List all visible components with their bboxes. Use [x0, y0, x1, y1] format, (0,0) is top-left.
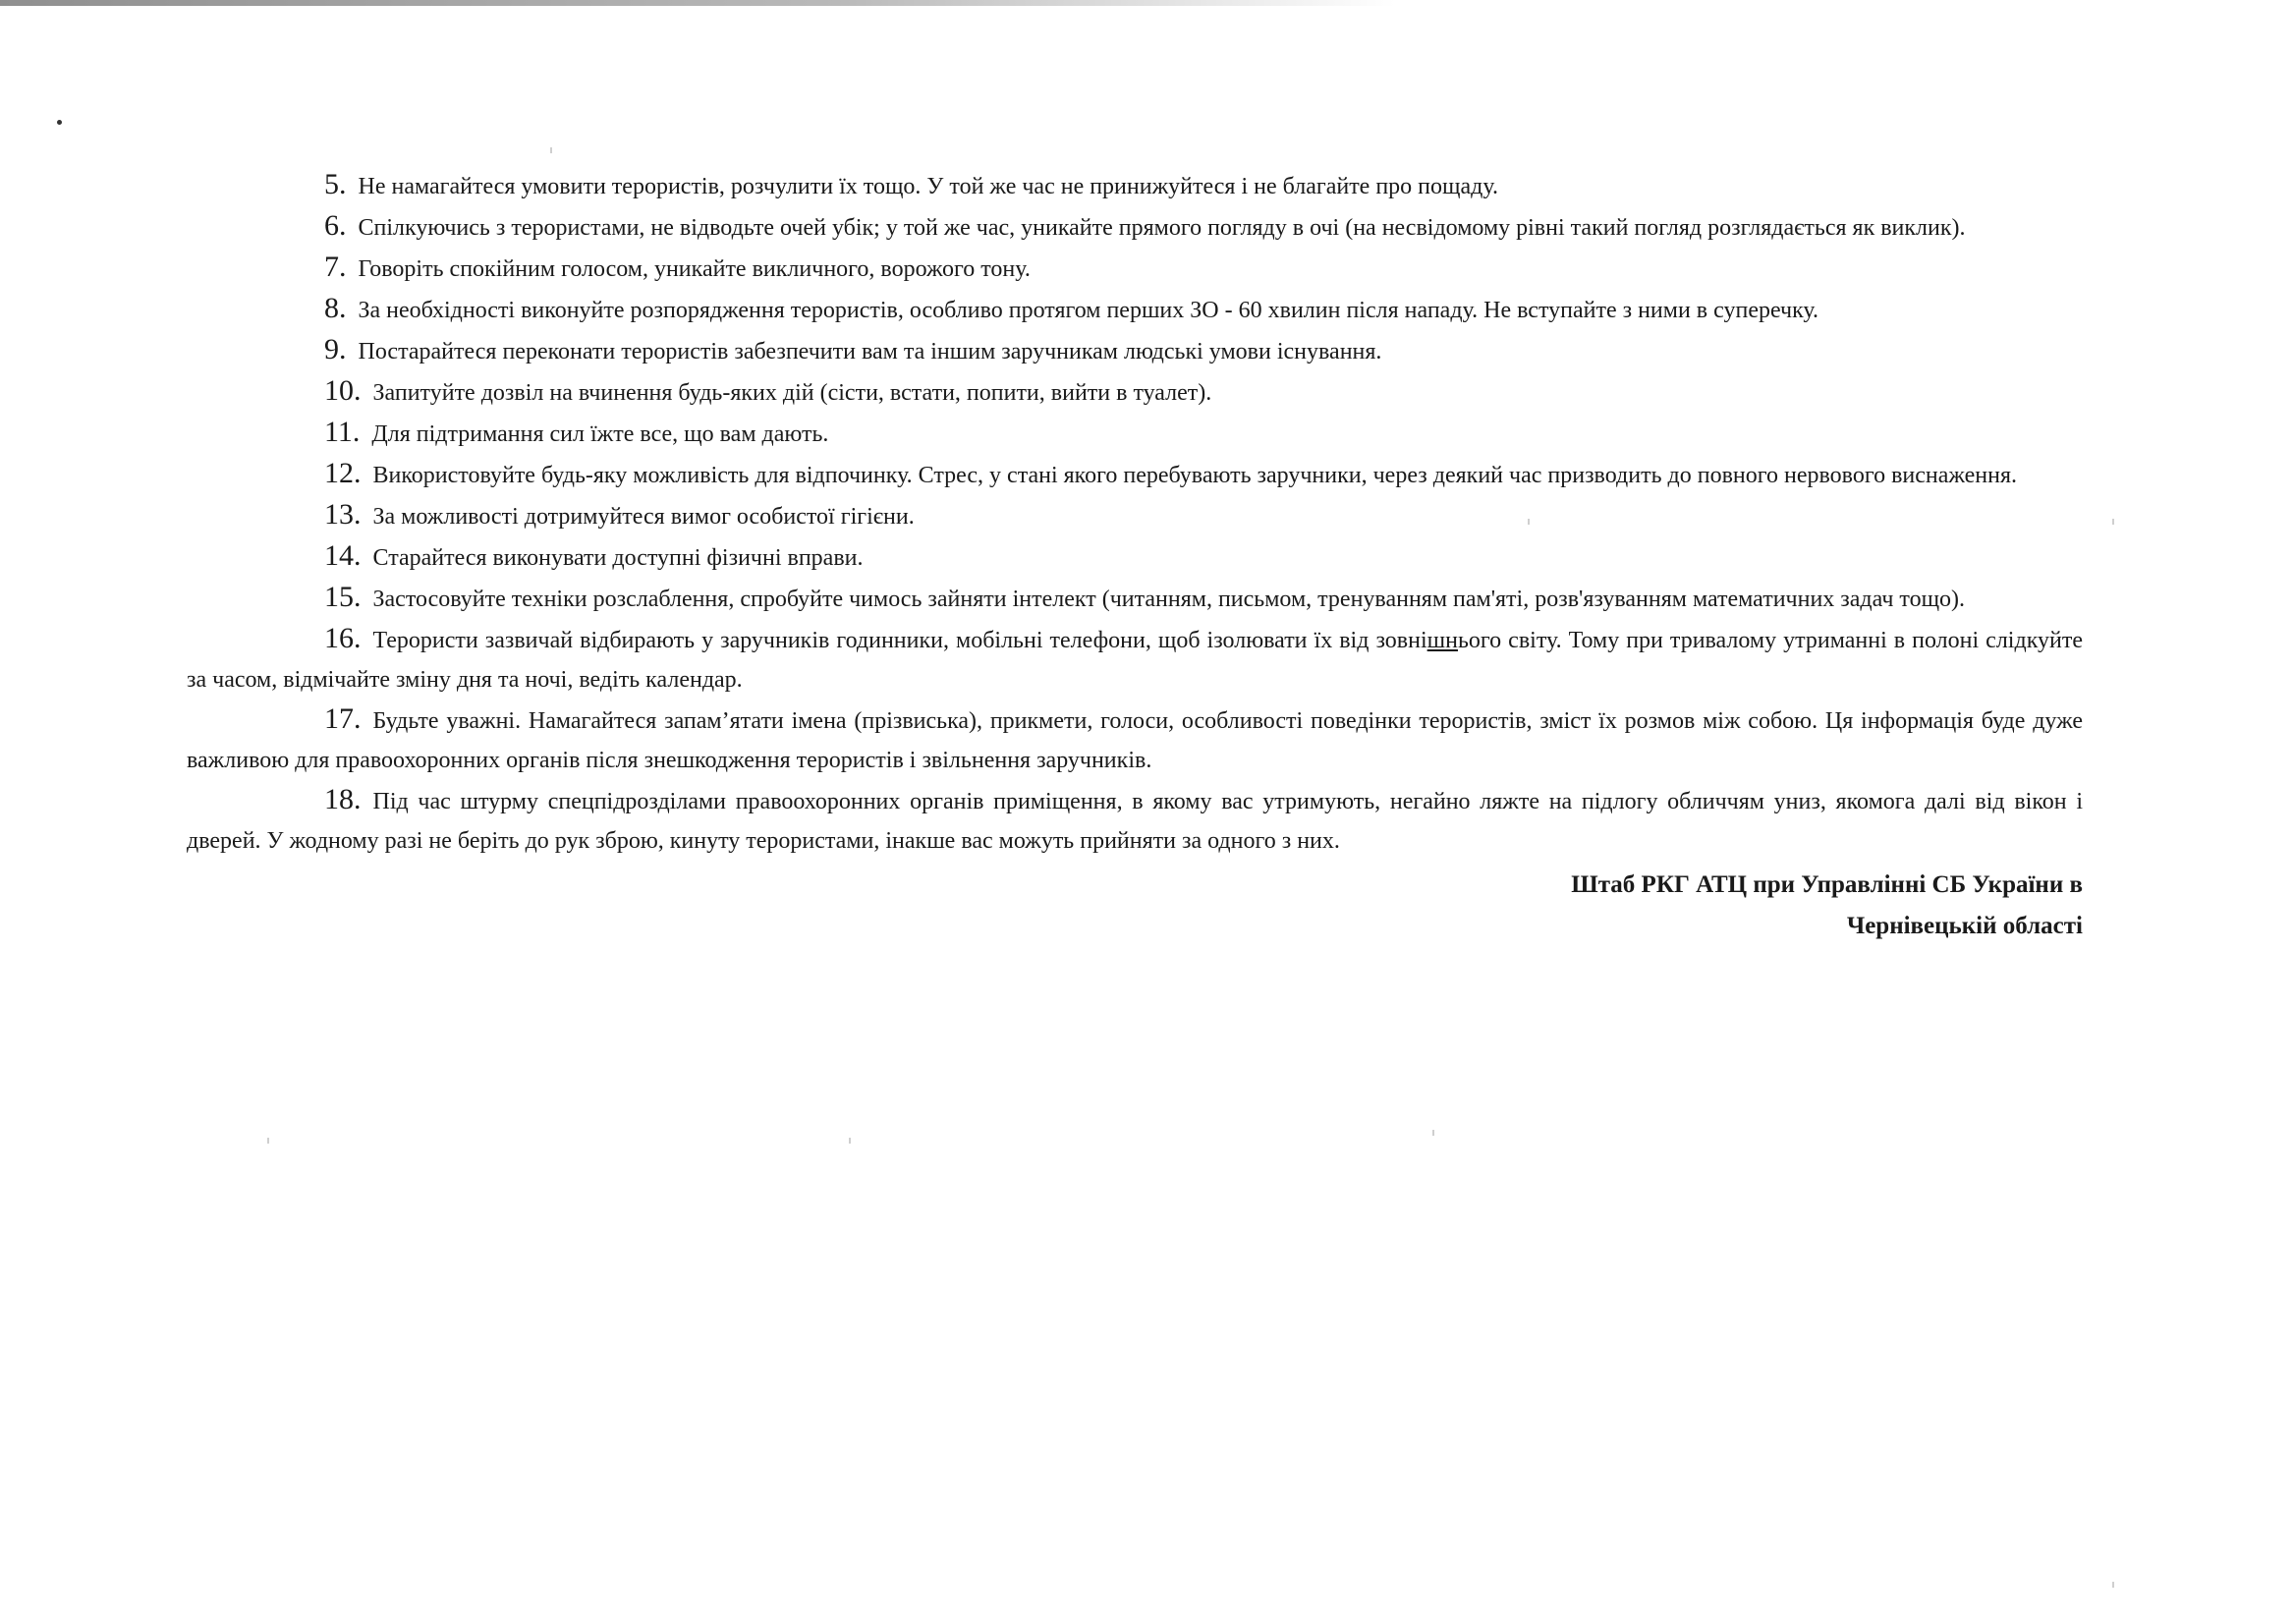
scan-speck [550, 147, 552, 153]
list-item [187, 248, 2083, 289]
item-text: Не намагайтеся умовити терористів, розчулити їх тощо. У той же час не принижуйтеся і не благайте про пощаду. [358, 174, 1498, 199]
item-number: 13. [324, 498, 362, 531]
item-text: Під час штурму спецпідрозділами правоохоронних органів приміщення, в якому вас утримують, негайно ляжте на підлогу обличчям униз, якомога далі від вікон і дверей. У жодному разі не беріть до рук зброю, кинуту терористами, інакше вас можуть прийняти за одного з них. [187, 789, 2083, 854]
list-item [187, 289, 2083, 330]
item-text: Говоріть спокійним голосом, уникайте викличного, ворожого тону. [358, 256, 1031, 282]
item-number: 9. [324, 333, 347, 365]
signature-block [187, 865, 2083, 947]
list-item [187, 578, 2083, 619]
item-number: 14. [324, 539, 362, 572]
item-text: Використовуйте будь-яку можливість для відпочинку. Стрес, у стані якого перебувають заручники, через деякий час призводить до повного нервового виснаження. [372, 463, 2018, 488]
item-number: 10. [324, 374, 362, 407]
item-number: 18. [324, 783, 362, 815]
scan-speck [1432, 1130, 1434, 1136]
item-number: 8. [324, 292, 347, 324]
scan-speck [2112, 519, 2114, 525]
list-item [187, 780, 2083, 861]
signature-line: Чернівецькій області [1846, 913, 2083, 939]
list-item [187, 371, 2083, 413]
scan-dot [57, 120, 62, 125]
list-item [187, 206, 2083, 248]
list-item [187, 454, 2083, 495]
list-item [187, 495, 2083, 536]
scan-speck [849, 1138, 851, 1144]
item-text: Старайтеся виконувати доступні фізичні вправи. [372, 545, 864, 571]
item-text: Застосовуйте техніки розслаблення, спробуйте чимось зайняти інтелект (читанням, письмом, тренуванням пам'яті, розв'язуванням математичних задач тощо). [372, 587, 1966, 612]
list-item [187, 536, 2083, 578]
item-number: 5. [324, 168, 347, 200]
item-text-after: ього світу. Тому при тривалому утриманні в полоні слідкуйте за часом, відмічайте зміну дня та ночі, ведіть календар. [187, 628, 2083, 693]
item-number: 11. [324, 416, 361, 448]
scan-speck [2112, 1582, 2114, 1588]
item-number: 12. [324, 457, 362, 489]
scan-speck [267, 1138, 269, 1144]
item-text: Для підтримання сил їжте все, що вам дають. [371, 421, 829, 447]
signature-line: Штаб РКГ АТЦ при Управлінні СБ України в [1571, 871, 2083, 898]
list-item [187, 330, 2083, 371]
item-text: Спілкуючись з терористами, не відводьте очей убік; у той же час, уникайте прямого погляду в очі (на несвідомому рівні такий погляд розглядається як виклик). [358, 215, 1966, 241]
list-item [187, 619, 2083, 700]
list-item [187, 700, 2083, 780]
scan-top-edge [0, 0, 1395, 6]
item-text-before: Терористи зазвичай відбирають у заручників годинники, мобільні телефони, щоб ізолювати їх від зовні [372, 628, 1427, 653]
item-number: 7. [324, 251, 347, 283]
item-number: 15. [324, 581, 362, 613]
item-text: Постарайтеся переконати терористів забезпечити вам та іншим заручникам людські умови існування. [358, 339, 1382, 364]
list-item [187, 413, 2083, 454]
item-text: Запитуйте дозвіл на вчинення будь-яких дій (сісти, встати, попити, вийти в туалет). [372, 380, 1212, 406]
list-item [187, 165, 2083, 206]
document-body [187, 165, 2083, 947]
item-number: 6. [324, 209, 347, 242]
item-text: За необхідності виконуйте розпорядження терористів, особливо протягом перших ЗО - 60 хвилин після нападу. Не вступайте з ними в суперечку. [358, 298, 1819, 323]
item-text-underlined: шн [1426, 628, 1458, 653]
item-number: 17. [324, 702, 362, 735]
item-text: За можливості дотримуйтеся вимог особистої гігієни. [372, 504, 915, 530]
item-text: Будьте уважні. Намагайтеся запам’ятати імена (прізвиська), прикмети, голоси, особливості поведінки терористів, зміст їх розмов між собою. Ця інформація буде дуже важливою для правоохоронних органів після знешкодження терористів і звільнення заручників. [187, 708, 2083, 773]
item-number: 16. [324, 622, 362, 654]
